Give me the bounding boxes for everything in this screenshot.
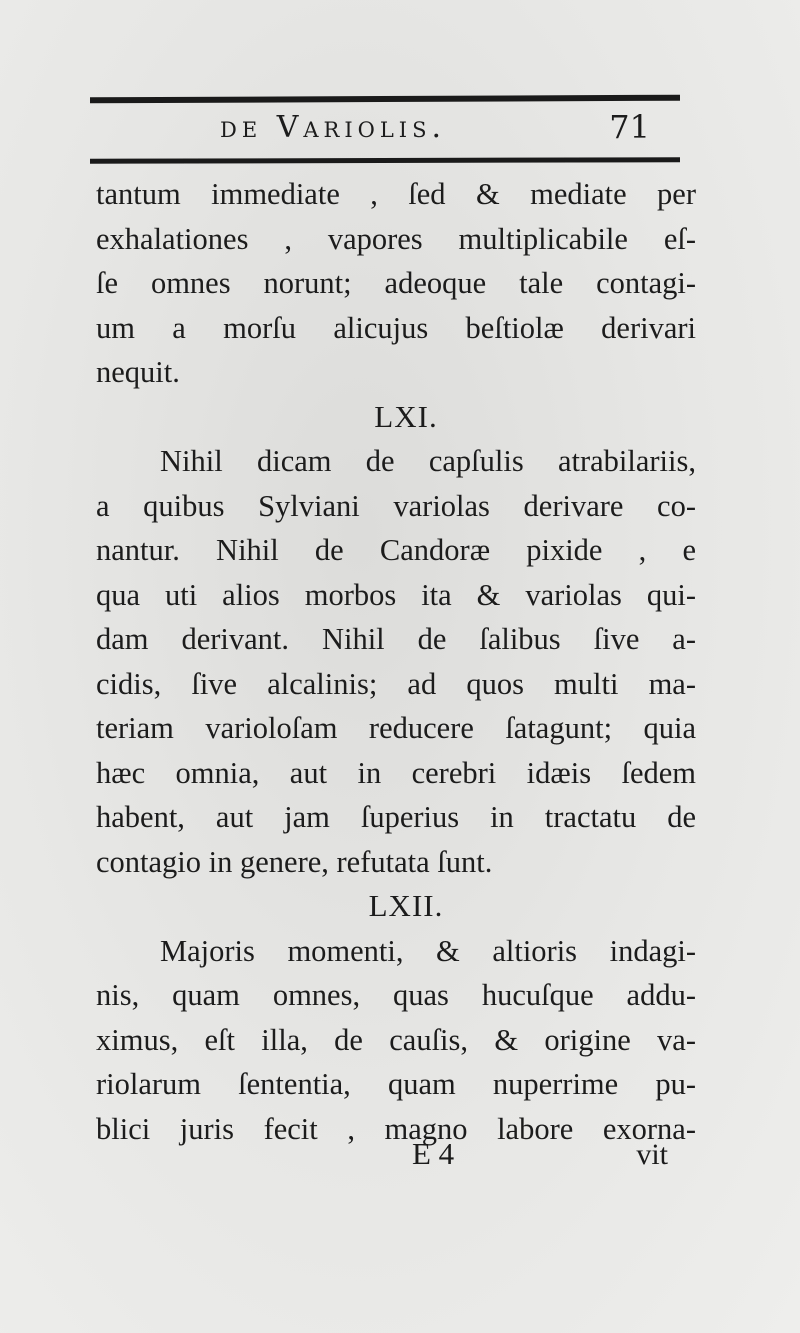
section-heading-lxi: LXI.: [374, 398, 438, 434]
text-line: nis, quam omnes, quas hucuſque addu-: [96, 978, 696, 1012]
text-line: Majoris momenti, & altioris indagi-: [160, 933, 696, 968]
text-line: qua uti alios morbos ita & variolas qui-: [96, 577, 696, 612]
page-footer: [96, 1136, 696, 1180]
text-line: um a morſu alicujus beſtiolæ derivari: [96, 310, 696, 345]
section-heading-lxii: LXII.: [368, 888, 444, 923]
catchword: vit: [636, 1138, 668, 1171]
text-line: hæc omnia, aut in cerebri idæis ſedem: [96, 755, 696, 790]
header-top-rule: [90, 95, 680, 104]
text-line: exhalationes , vapores multiplicabile eſ-: [96, 221, 696, 256]
text-line: nantur. Nihil de Candoræ pixide , e: [96, 533, 696, 567]
text-line: ximus, eſt illa, de cauſis, & origine va-: [96, 1022, 696, 1057]
text-line: tantum immediate , ſed & mediate per: [96, 177, 696, 211]
text-line: contagio in genere, refutata ſunt.: [96, 844, 493, 879]
text-line: cidis, ſive alcalinis; ad quos multi ma-: [96, 666, 696, 701]
text-line: blici juris fecit , magno labore exorna-: [96, 1111, 696, 1146]
header-bottom-rule: [90, 157, 680, 164]
text-line: a quibus Sylviani variolas derivare co-: [96, 488, 696, 523]
text-line: habent, aut jam ſuperius in tractatu de: [96, 800, 696, 834]
text-line: nequit.: [96, 355, 180, 389]
page-header: [90, 106, 680, 150]
text-line: Nihil dicam de capſulis atrabilariis,: [160, 444, 696, 478]
body-text: [96, 172, 696, 1151]
signature-mark: E 4: [412, 1136, 455, 1171]
running-title: de Variolis.: [220, 110, 447, 145]
page-number: 71: [609, 108, 650, 146]
text-line: ſe omnes norunt; adeoque tale contagi-: [96, 266, 696, 300]
text-line: riolarum ſententia, quam nuperrime pu-: [96, 1067, 696, 1101]
text-line: teriam varioloſam reducere ſatagunt; quia: [96, 711, 696, 745]
text-line: dam derivant. Nihil de ſalibus ſive a-: [96, 622, 696, 656]
